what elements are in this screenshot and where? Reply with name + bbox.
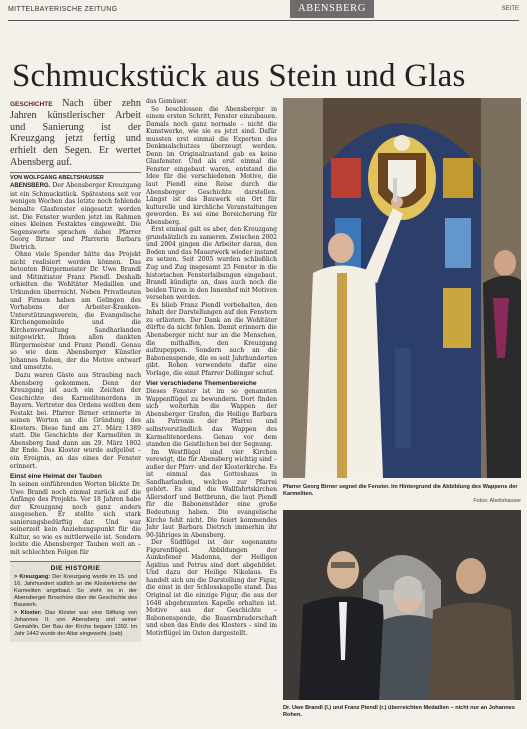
subheading: Einst eine Heimat der Tauben	[10, 473, 102, 481]
paragraph: Dieses Fenster ist im so genannten Wappenflügel zu bewundern. Dort finden sich weiterhin die Wappen der Abensberger Grafen, die Heilige Barbara als Patronin der Pfarrei und selbstverständlich das Wappen des Karmelitenordens. Genau vor dem standen die Geistlichen bei der Segnung.	[146, 388, 277, 449]
header-rule	[8, 20, 519, 21]
photo-blessing-caption	[283, 484, 521, 505]
caption-text: Pfarrer Georg Birner segnet die Fenster. Im Hintergrund die Abbildung des Wappens der Karmeliten.	[283, 484, 518, 497]
photo-blessing-image	[283, 98, 521, 478]
paragraph: Dazu waren Gäste aus Straubing nach Abensberg gekommen. Denn der Kreuzgang ist auch ein Zeichen der Geschichte des Karmelitenordens in Bayern. Vertreter des Ordens weilten dem Festakt bei. Pfarrer Birner erinnerte in seinen Worten an die Gründung des Klosters. Diese fand am 27. März 1389 statt. Die Geschichte der Karmeliten in Abensberg fand dann am 29. März 1802 ihr Ende. Das Kloster wurde aufgelöst – ein Ereignis, an das eines der Fenster erinnert.	[10, 372, 141, 470]
caption-text: Dr. Uwe Brandl (l.) und Franz Piendl (r.) überreichten Medaillen – nicht nur an Johannes Rohen.	[283, 705, 515, 718]
paragraph: Es blieb Franz Piendl vorbehalten, den Inhalt der Darstellungen auf den Fenstern zu erläutern. Der Dank an die Wohltäter dürfte da nicht fehlen. Damit erinnern die Abensberger nicht nur an die Menschen, die mithalfen, den Kreuzgang aufzupeppen. Sondern auch an die Babonenspende, die es seit Jahrhunderten gibt. Rohen verwendete dafür eine Vorlage, die einst Pfarrer Dollinger schuf.	[146, 301, 277, 377]
photo-medals-image	[283, 510, 521, 700]
paragraph: Im Westflügel sind vier Kirchen verewigt, die für Abensberg wichtig sind – außer der Pfarr- und der Klosterkirche. Es ist einmal das Gotteshaus in Sandharlanden, welches zur Pfarrei gehört. Es sind die Wallfahrtskirchen Allersdorf und Bettbrunn, die laut Piendl für die Babonenstäder eine große Bedeutung haben. Die evangelische Kirche fehlt nicht. Die feiert kommendes Jahr laut Barbara Dietrich immerhin ihr 90-Jähriges in Abensberg.	[146, 448, 277, 539]
history-item-label: Kloster:	[20, 610, 42, 617]
byline: VON WOLFGANG ABELTSHAUSER	[10, 172, 141, 183]
photo-medals-caption	[283, 705, 521, 719]
lead-text: Nach über zehn Jahren künstlerischer Arbeit und Sanierung ist der Kreuzgang jetzt fertig und erhielt den Segen. Er wertet Abensberg auf.	[10, 98, 141, 168]
section-label: ABENSBERG	[290, 0, 374, 18]
photo-blessing	[283, 98, 521, 478]
paragraph: Erst einmal galt es aber, den Kreuzgang grundsätzlich zu sanieren. Zwischen 2002 und 2004 gingen die Arbeiter daran, den Boden und das Mauerwerk wieder instand zu setzen. Seit 2005 wurden schließlich Zug und Zug insgesamt 25 Fenster in die historischen Fensterlaibungen eingebaut. Brandl kündigte an, dass auch noch die beiden Türen in den Innenhof mit Motiven versehen werden.	[146, 226, 277, 302]
newspaper-name: MITTELBAYERISCHE ZEITUNG	[8, 6, 118, 13]
photo-medals	[283, 510, 521, 700]
page-marker: SEITE	[501, 6, 519, 12]
column-2	[146, 98, 277, 637]
dateline: ABENSBERG.	[10, 183, 51, 190]
subheading: Vier verschiedene Themenbereiche	[146, 380, 257, 388]
lead-block	[10, 98, 141, 169]
history-item: > Kreuzgang: Der Kreuzgang wurde im 15. und 16. Jahrhundert südlich an die Klosterkirche der Karmeliten angebaut. So steht es in der Abensberger Broschüre über die Geschichte des Bauwerk.	[14, 574, 137, 609]
history-item-text: Das Kloster war eine Stiftung von Johannes II. von Abensberg und seiner Gemahlin. Der Bau der Kirche begann 1392. Im Jahr 1442 wurde der Altar eingeweiht. (oab)	[14, 610, 137, 638]
history-item-label: Kreuzgang:	[19, 574, 51, 581]
history-title: DIE HISTORIE	[50, 564, 101, 572]
history-item: > Kloster: Das Kloster war eine Stiftung von Johannes II. von Abensberg und seiner Gemahlin. Der Bau der Kirche begann 1392. Im Jahr 1442 wurde der Altar eingeweiht. (oab)	[14, 610, 137, 638]
history-item-text: Der Kreuzgang wurde im 15. und 16. Jahrhundert südlich an die Klosterkirche der Karmeliten angebaut. So steht es in der Abensberger Broschüre über die Geschichte des Bauwerk.	[14, 574, 137, 609]
paragraph: das Gemäuer.	[146, 98, 188, 105]
column-1	[10, 98, 141, 642]
paragraph: In seinen einführenden Worten blickte Dr. Uwe Brandl noch einmal zurück auf die Anfänge des Projekts. Vor 18 Jahren habe der Kreuzgang noch ganz anders ausgesehen. Er stellte sich stark sanierungsbedürftig dar. Und war seinerzeit kein Anziehungspunkt für die Kultur, so wie es mittlerweile ist. Sondern lockte die Abensberger Tauben weit an – mit schlechten Folgen für	[10, 481, 141, 557]
paragraph: Der Südflügel ist der sogenannte Figurenflügel. Abbildungen der Aunkofener Madonna, der Heiligen Ägidius und Petrus sind dort abgebildet. Und dazu der Heilige Nikolaus. Es handelt sich um die Darstellung der Figur, die einst in der Schlosskapelle stand. Das Original ist die einzige Figur, die aus der 1648 abgebrannten Kapelle erhalten ist. Motive aus der Geschichte – Babonenspende, die Bauernbruderschaft und eben das Ende des Klosters – sind im Motivflügel im Osten dargestellt.	[146, 539, 277, 637]
paragraph-text: Der Abensberger Kreuzgang ist ein Schmuckstück. Spätestens seit vor wenigen Wochen das letzte noch fehlende bemalte Glasfenster eingesetzt worden ist. Die Fenster wurden jetzt im Rahmen eines kleinen Festaktes eingeweiht. Die Segensworte sprachen dabei Pfarrer Georg Birner und Pfarrerin Barbara Dietrich.	[10, 182, 141, 251]
paragraph	[10, 182, 141, 251]
kicker: GESCHICHTE	[10, 101, 53, 108]
history-box	[10, 561, 141, 643]
headline: Schmuckstück aus Stein und Glas	[12, 58, 466, 94]
paragraph: So beschlossen die Abensberger in einem ersten Schritt, Fenster einzubauen. Damals noch ganz normale – nicht die Kunstwerke, wie sie es jetzt sind. Dafür mussten erst einmal die Experten des Denkmalschutzes überzeugt werden. Denn im Originalzustand gab es keine Glasfenster. Und als erst einmal die Fenster eingebaut waren, entstand die Idee für die verschiedenen Motive, die laut Piendl eine Reise durch die Abensberger Geschichte darstellen. Längst ist das Bauwerk ein Ort für kulturelle und kirchliche Veranstaltungen geworden. Es sei eine Bereicherung für Abensberg.	[146, 105, 277, 226]
photo-credit: Fotos: Abeltshauser	[473, 498, 521, 504]
paragraph: Ohne viele Spender hätte das Projekt nicht realisiert werden können. Das betonten Bürgermeister Dr. Uwe Brandl und Mitinitiator Franz Piendl. Deshalb erhielten die Wohltäter Medaillen und Urkunden überreicht. Neben Privatleuten und Firmen haben am Gelingen des Vorhabens der Arbeiter-Kranken-Unterstützungsverein, die Evangelische Kirchengemeinde und die Kirchenverwaltung Sandharlanden mitgewirkt. Ihnen allen dankten Bürgermeister und Franz Piendl. Genau so wie dem Abensberger Künstler Johannes Rohen, der die Motive entwarf und umsetzte.	[10, 251, 141, 372]
